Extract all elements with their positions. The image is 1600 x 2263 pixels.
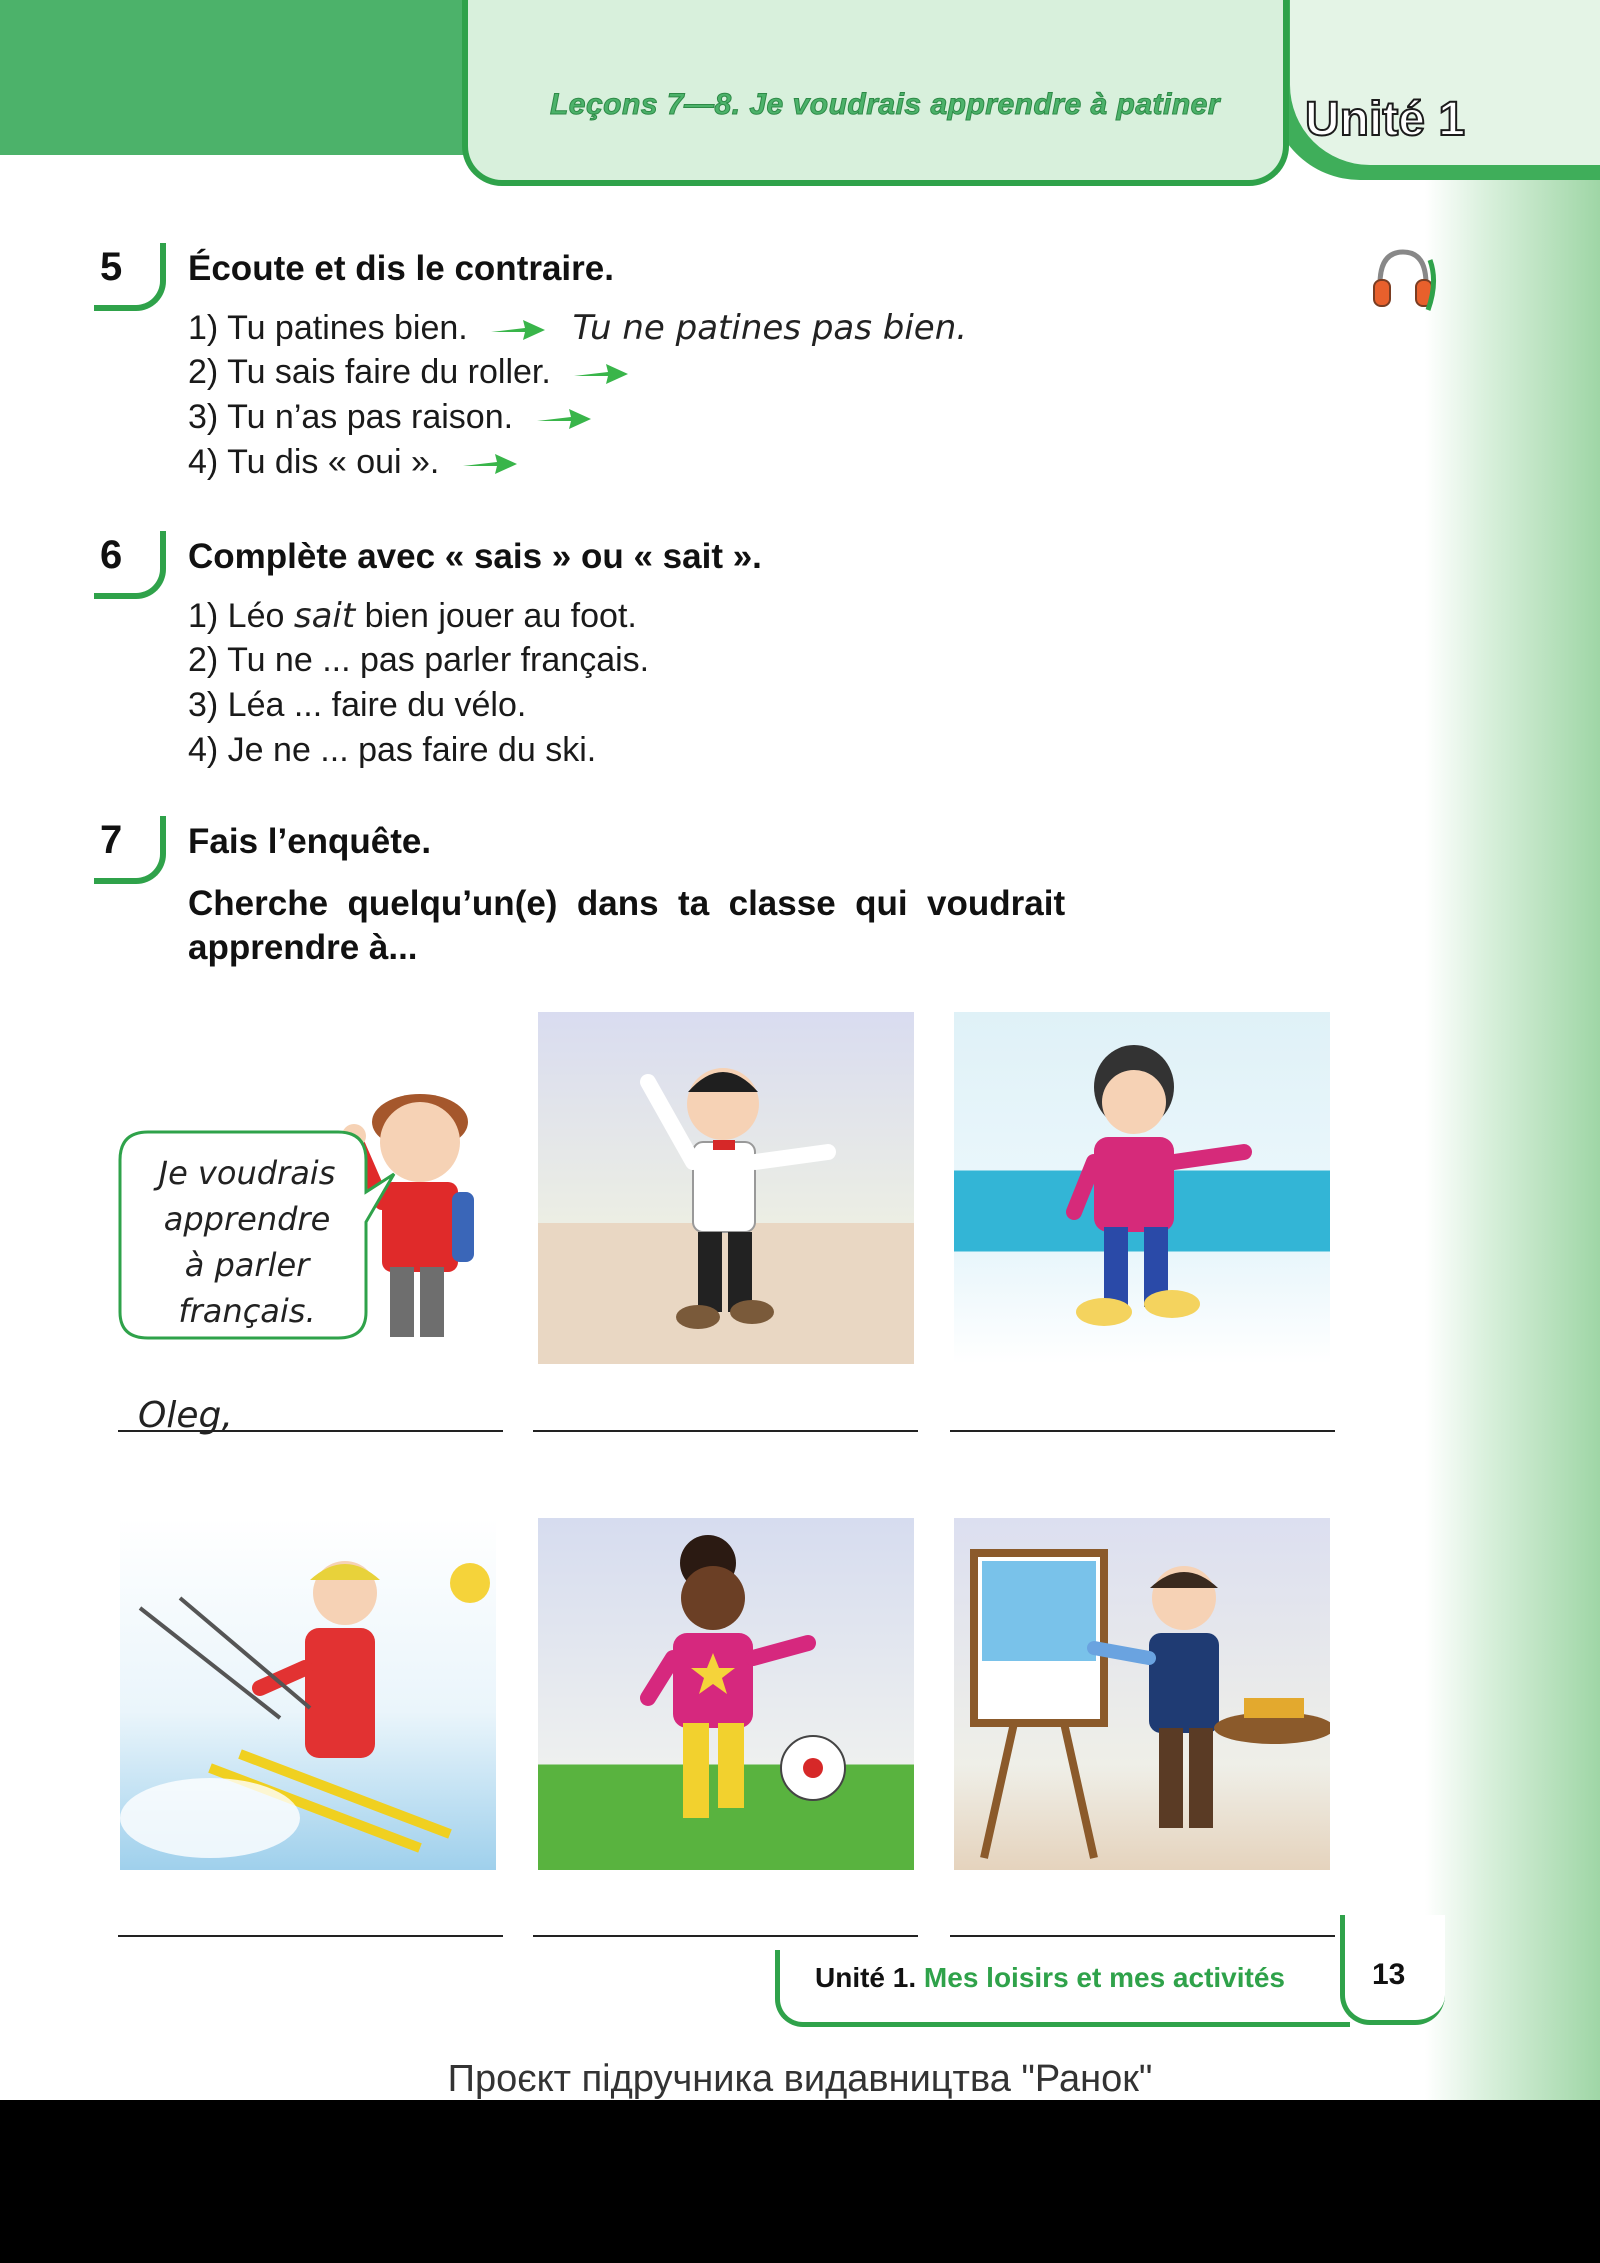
exercise-5-item-3-text: 3) Tu n’as pas raison. <box>188 398 514 436</box>
exercise-6-item-4: 4) Je ne ... pas faire du ski. <box>188 731 597 769</box>
exercise-5-item-1-text: 1) Tu patines bien. <box>188 309 468 347</box>
project-note: Проєкт підручника видавництва "Ранок" <box>447 2058 1153 2100</box>
answer-oleg: Oleg, <box>138 1395 233 1436</box>
picture-painting-boy <box>954 1518 1330 1870</box>
exercise-6-title: Complète avec « sais » ou « sait ». <box>188 537 762 576</box>
side-gradient-strip <box>1425 170 1600 2100</box>
exercise-7-title: Fais l’enquête. <box>188 822 432 861</box>
exercise-6-item-1-before: 1) Léo <box>188 597 294 635</box>
picture-skier <box>120 1518 496 1870</box>
footer-unit-name: Mes loisirs et mes activités <box>923 1962 1285 1993</box>
exercise-7-subtitle-line2: apprendre à... <box>188 928 418 967</box>
exercise-7-number: 7 <box>100 818 150 872</box>
write-line[interactable] <box>118 1935 503 1937</box>
speech-line-4: français. <box>178 1292 316 1330</box>
exercise-6-item-3: 3) Léa ... faire du vélo. <box>188 686 527 724</box>
exercise-5-title: Écoute et dis le contraire. <box>188 249 614 288</box>
write-line[interactable] <box>533 1430 918 1432</box>
arrow-right-icon <box>489 318 547 342</box>
footer-unit-prefix: Unité 1. <box>815 1962 917 1993</box>
exercise-5-item-4 <box>188 443 519 482</box>
write-line[interactable] <box>950 1935 1335 1937</box>
speech-line-3: à parler <box>184 1246 310 1284</box>
exercise-6-item-1-word: sait <box>293 596 356 636</box>
dancing-boy-illustration <box>538 1012 914 1364</box>
exercise-5-item-2-text: 2) Tu sais faire du roller. <box>188 353 551 391</box>
painting-boy-illustration <box>954 1518 1330 1870</box>
lesson-title: Leçons 7—8. Je voudrais apprendre à patiner <box>549 88 1221 121</box>
speech-bubble-text <box>122 1150 372 1334</box>
exercise-5-item-3 <box>188 398 593 437</box>
exercise-5-item-1-answer: Tu ne patines pas bien. <box>572 308 968 348</box>
arrow-right-icon <box>535 407 593 431</box>
page-number: 13 <box>1372 1958 1406 1991</box>
exercise-6-item-2: 2) Tu ne ... pas parler français. <box>188 641 650 679</box>
exercise-6-item-1 <box>188 596 637 636</box>
footer-unit-text <box>815 1962 1285 1994</box>
headphones-icon[interactable] <box>1368 240 1438 316</box>
write-line[interactable] <box>533 1935 918 1937</box>
exercise-5-item-2 <box>188 353 630 392</box>
exercise-6-number: 6 <box>100 533 150 587</box>
arrow-right-icon <box>461 452 519 476</box>
picture-football-girl <box>538 1518 914 1870</box>
exercise-6-item-1-after: bien jouer au foot. <box>355 597 637 635</box>
skier-illustration <box>120 1518 496 1870</box>
exercise-5-item-4-text: 4) Tu dis « oui ». <box>188 443 440 481</box>
speech-line-1: Je voudrais <box>158 1154 336 1192</box>
write-line[interactable] <box>118 1430 503 1432</box>
arrow-right-icon <box>572 362 630 386</box>
unit-label: Unité 1 <box>1305 93 1466 146</box>
picture-dancing-boy <box>538 1012 914 1364</box>
exercise-5-number: 5 <box>100 245 150 299</box>
skating-girl-illustration <box>954 1012 1330 1364</box>
picture-skating-girl <box>954 1012 1330 1364</box>
write-line[interactable] <box>950 1430 1335 1432</box>
exercise-7-subtitle-line1: Cherche quelqu’un(e) dans ta classe qui voudrait <box>188 884 1066 923</box>
speech-line-2: apprendre <box>163 1200 331 1238</box>
football-girl-illustration <box>538 1518 914 1870</box>
exercise-5-item-1 <box>188 308 967 348</box>
black-bottom-band <box>0 2100 1600 2263</box>
header-green-block <box>0 0 470 155</box>
